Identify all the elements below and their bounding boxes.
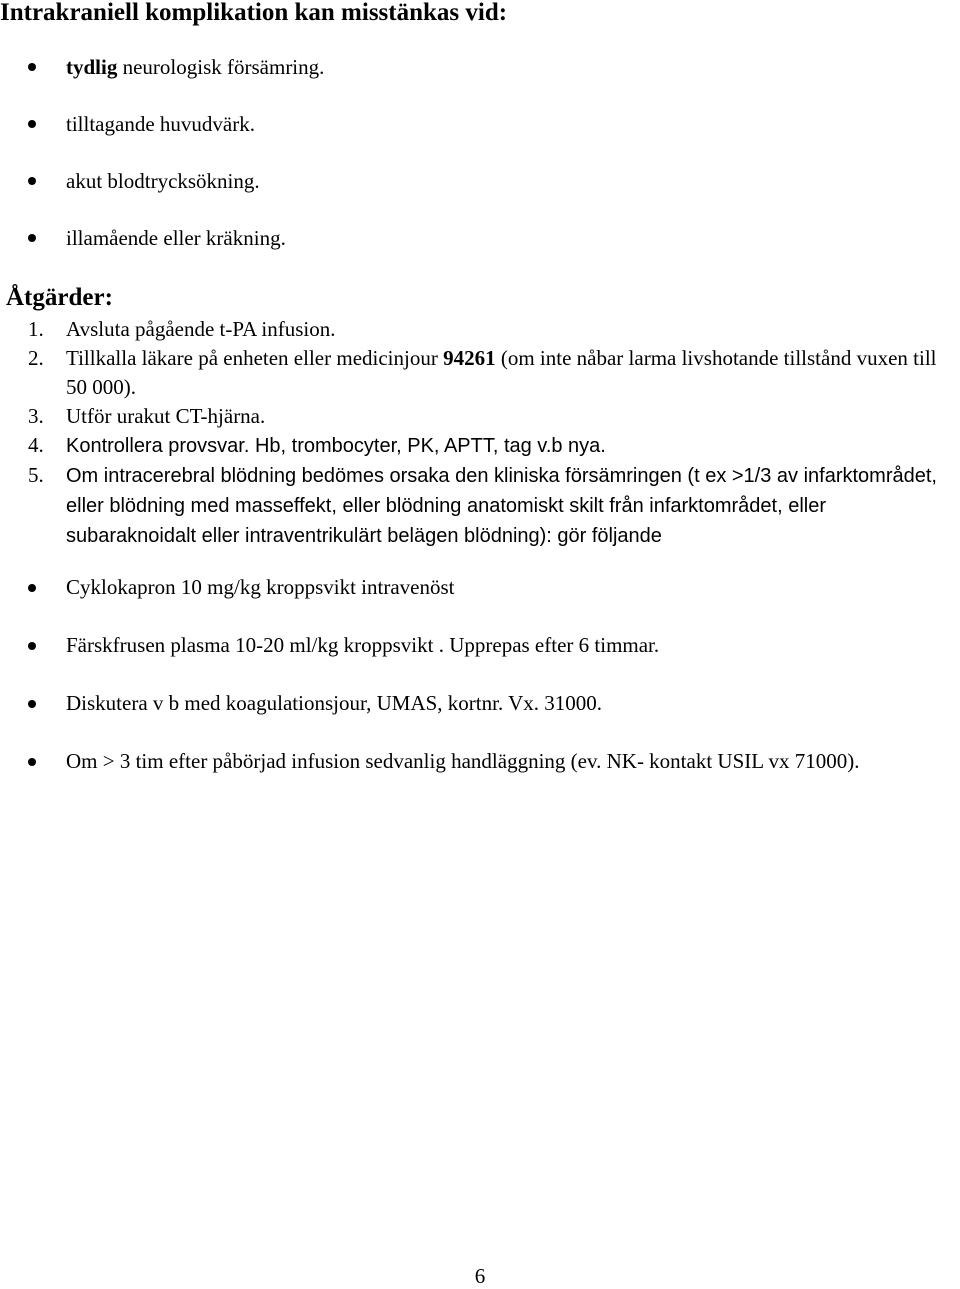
bullet-icon	[28, 758, 36, 766]
section-heading-complications: Intrakraniell komplikation kan misstänkas vid:	[0, 0, 508, 26]
list-item	[0, 52, 960, 109]
list-item-text: neurologisk försämring.	[117, 55, 325, 79]
treatment-list	[0, 573, 960, 805]
bullet-icon	[28, 584, 36, 592]
step-text: Utför urakut CT-hjärna.	[66, 404, 266, 428]
step-number: 3.	[28, 404, 44, 428]
emphasis-text: tydlig	[66, 55, 118, 79]
step-number: 2.	[28, 346, 44, 370]
page-number: 6	[474, 1264, 486, 1288]
step-item	[0, 315, 960, 344]
list-item-text: illamående eller kräkning.	[66, 226, 286, 250]
list-item	[0, 631, 936, 660]
list-item	[0, 747, 936, 776]
step-text: Tillkalla läkare på enheten eller medicinjour	[66, 346, 444, 370]
bullet-icon	[28, 177, 36, 185]
list-item-text: tilltagande huvudvärk.	[66, 112, 255, 136]
section-heading-actions: Åtgärder:	[6, 284, 113, 311]
symptom-list	[0, 52, 960, 280]
step-text: Om intracerebral blödning bedömes orsaka den kliniska försämringen (t ex >1/3 av infarktområdet, eller blödning med masseffekt, eller blödning anatomiskt skilt från infarktområdet, eller subaraknoidalt eller intraventrikulärt belägen blödning): gör följande	[66, 465, 937, 547]
list-item	[0, 689, 936, 718]
list-item	[0, 573, 936, 602]
step-item	[0, 431, 960, 461]
step-item	[0, 461, 960, 551]
step-text: Avsluta pågående t-PA infusion.	[66, 317, 336, 341]
bullet-icon	[28, 642, 36, 650]
list-item-text: akut blodtrycksökning.	[66, 169, 260, 193]
step-text: (om inte nåbar larma livshotande tillstånd vuxen till 50 000).	[66, 346, 937, 399]
bullet-icon	[28, 120, 36, 128]
phone-number: 94261	[443, 346, 496, 370]
step-number: 1.	[28, 317, 44, 341]
step-item	[0, 344, 960, 402]
list-item	[0, 109, 960, 166]
bullet-icon	[28, 234, 36, 242]
list-item-text: Cyklokapron 10 mg/kg kroppsvikt intravenöst	[66, 575, 455, 599]
bullet-icon	[28, 63, 36, 71]
step-item	[0, 402, 960, 431]
list-item-text: Färskfrusen plasma 10-20 ml/kg kroppsvikt . Upprepas efter 6 timmar.	[66, 633, 660, 657]
bullet-icon	[28, 700, 36, 708]
step-number: 5.	[28, 463, 44, 487]
list-item-text: Diskutera v b med koagulationsjour, UMAS, kortnr. Vx. 31000.	[66, 691, 602, 715]
action-steps-list	[0, 315, 960, 551]
step-text: Kontrollera provsvar. Hb, trombocyter, PK, APTT, tag v.b nya.	[66, 435, 606, 457]
list-item-text: Om > 3 tim efter påbörjad infusion sedvanlig handläggning (ev. NK- kontakt USIL vx 71000).	[66, 749, 860, 773]
list-item	[0, 223, 960, 280]
list-item	[0, 166, 960, 223]
step-number: 4.	[28, 433, 44, 457]
